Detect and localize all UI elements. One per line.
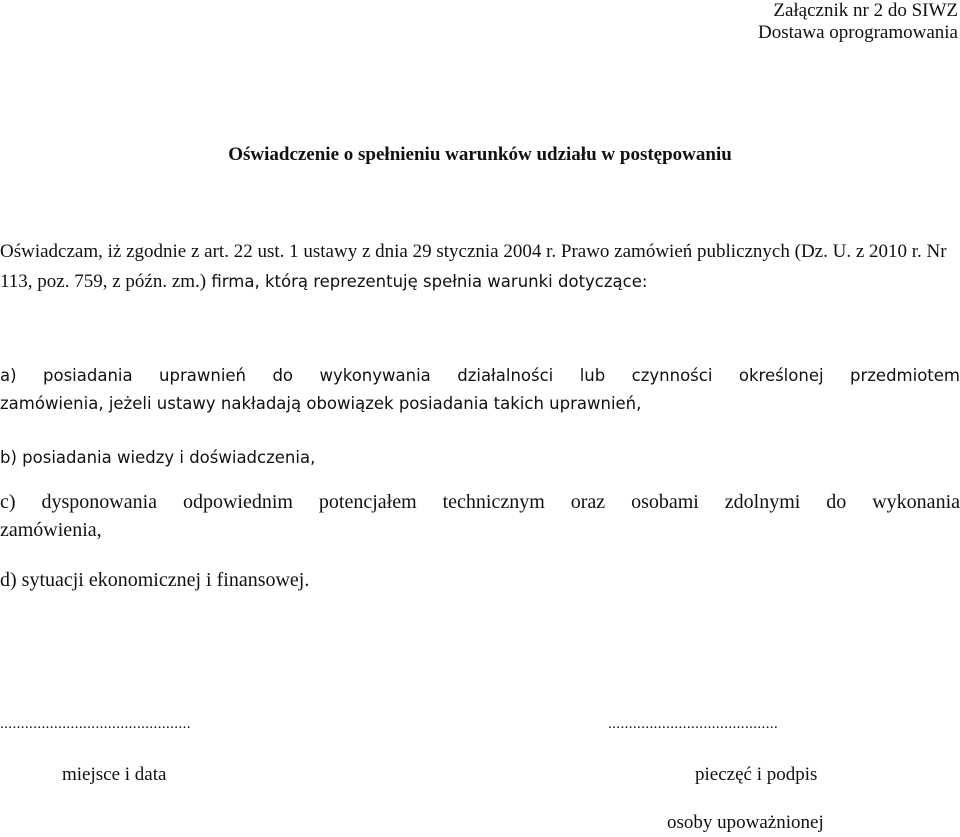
condition-a-line2: zamówienia, jeżeli ustawy nakładają obowiązek posiadania takich uprawnień, bbox=[0, 394, 642, 413]
condition-d: d) sytuacji ekonomicznej i finansowej. bbox=[0, 569, 310, 591]
document-title: Oświadczenie o spełnieniu warunków udziału w postępowaniu bbox=[228, 144, 732, 165]
authorized-person-label: osoby upoważnionej bbox=[667, 812, 824, 833]
attachment-subject: Dostawa oprogramowania bbox=[758, 22, 958, 43]
condition-c-line2: zamówienia, bbox=[0, 519, 102, 541]
intro-declaration: firma, którą reprezentuję spełnia warunki dotyczące: bbox=[206, 272, 648, 291]
intro-legal-basis: Oświadczam, iż zgodnie z art. 22 ust. 1 ustawy z dnia 29 stycznia 2004 r. Prawo zamówień publicznych (Dz. U. z 2010 r. Nr 113, poz. 759, z późn. zm.) bbox=[0, 241, 947, 292]
signature-line: ......................................... bbox=[608, 716, 779, 732]
place-date-label: miejsce i data bbox=[62, 764, 167, 785]
condition-b: b) posiadania wiedzy i doświadczenia, bbox=[0, 448, 316, 467]
stamp-signature-label: pieczęć i podpis bbox=[695, 764, 818, 785]
condition-a-line1: a) posiadania uprawnień do wykonywania działalności lub czynności określonej przedmiotem bbox=[0, 366, 960, 385]
place-date-line: .............................................. bbox=[0, 716, 191, 732]
condition-c-line1: c) dysponowania odpowiednim potencjałem technicznym oraz osobami zdolnymi do wykonania bbox=[0, 491, 960, 513]
condition-c bbox=[0, 488, 960, 544]
document-header bbox=[758, 0, 958, 44]
attachment-number: Załącznik nr 2 do SIWZ bbox=[773, 0, 958, 21]
intro-paragraph bbox=[0, 237, 960, 297]
condition-a bbox=[0, 362, 960, 418]
